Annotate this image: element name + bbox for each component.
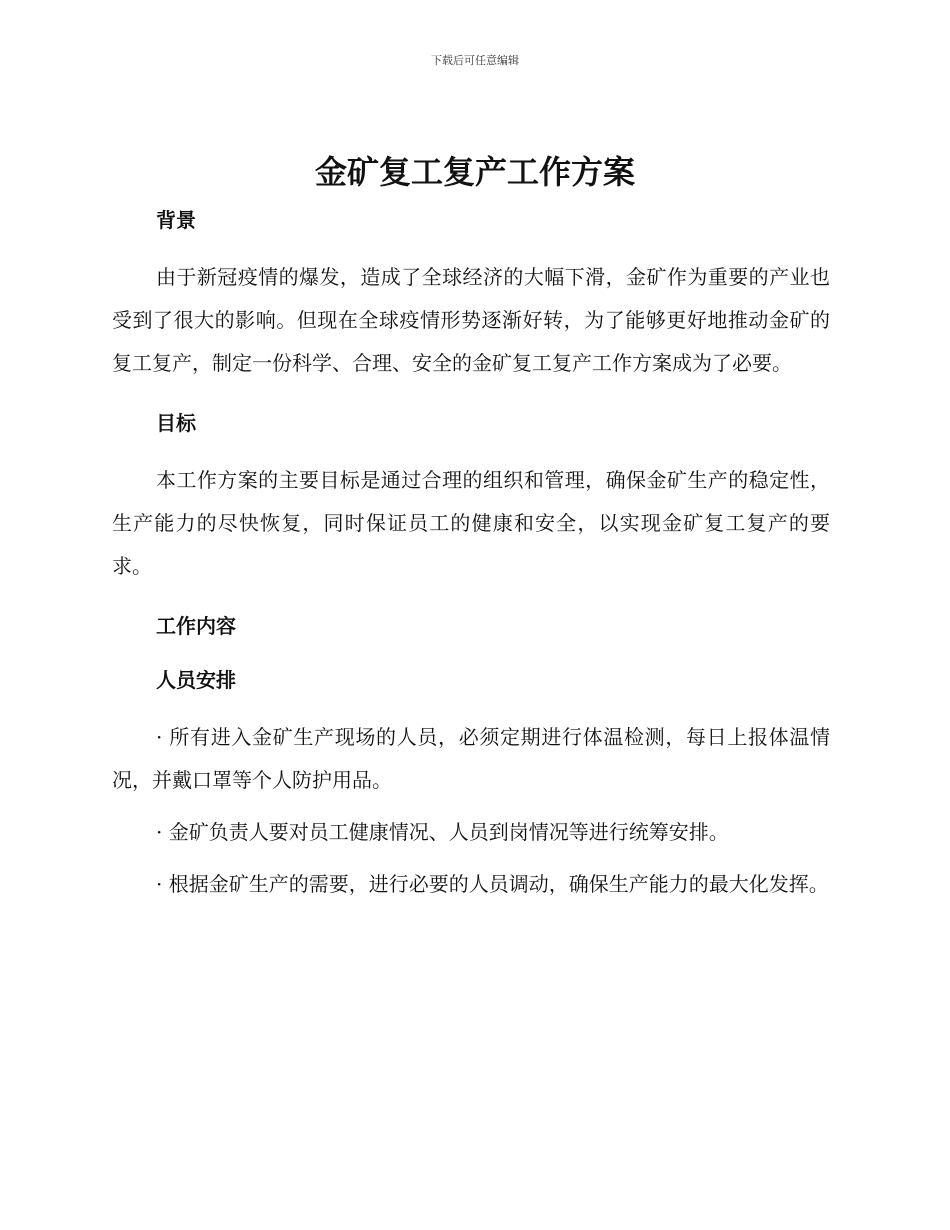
- section-heading-background: 背景: [156, 208, 196, 232]
- page-header: 下载后可任意编辑: [431, 54, 519, 67]
- document-title: 金矿复工复产工作方案: [314, 153, 635, 191]
- staffing-item-3: · 根据金矿生产的需要，进行必要的人员调动，确保生产能力的最大化发挥。: [156, 872, 829, 896]
- background-paragraph: 由于新冠疫情的爆发，造成了全球经济的大幅下滑，金矿作为重要的产业也受到了很大的影响。但现在全球疫情形势逐渐好转，为了能够更好地推动金矿的复工复产，制定一份科学、合理、安全的金矿复工复产工作方案成为了必要。: [112, 265, 830, 375]
- staffing-item-1: · 所有进入金矿生产现场的人员，必须定期进行体温检测，每日上报体温情况，并戴口罩等个人防护用品。: [112, 725, 830, 792]
- section-heading-staffing: 人员安排: [156, 668, 236, 692]
- goal-paragraph: 本工作方案的主要目标是通过合理的组织和管理，确保金矿生产的稳定性，生产能力的尽快恢复，同时保证员工的健康和安全，以实现金矿复工复产的要求。: [112, 468, 830, 578]
- staffing-item-2: · 金矿负责人要对员工健康情况、人员到岗情况等进行统筹安排。: [156, 820, 729, 844]
- section-heading-work-content: 工作内容: [156, 614, 236, 638]
- section-heading-goal: 目标: [156, 411, 196, 435]
- document-body: [112, 204, 830, 906]
